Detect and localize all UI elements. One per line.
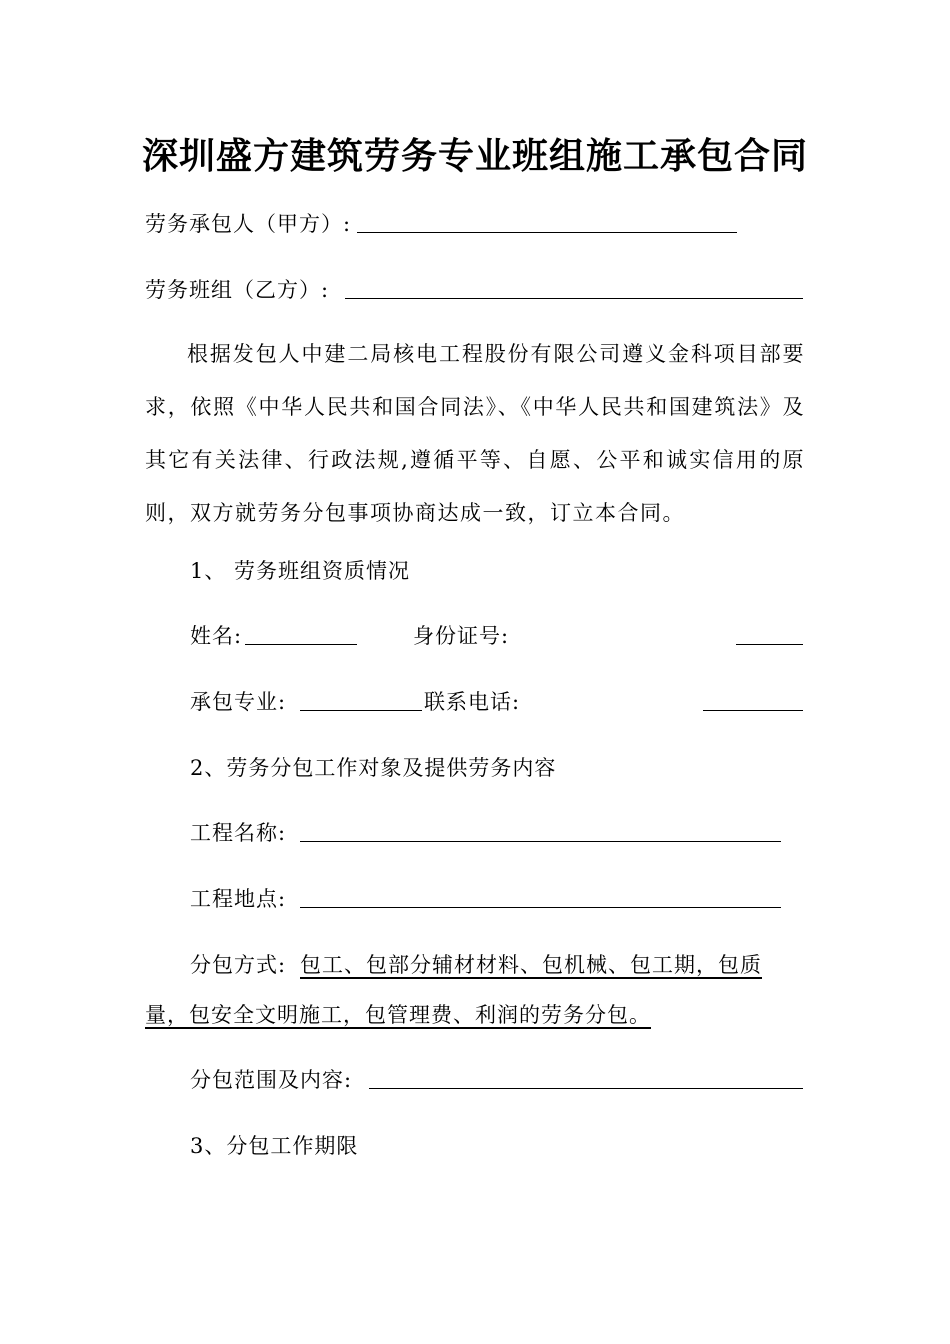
party-b-label: 劳务班组（乙方）: (145, 278, 330, 302)
method-value-line-1: 包工、包部分辅材材料、包机械、包工期，包质 (300, 953, 762, 977)
phone-blank[interactable] (703, 710, 803, 711)
party-a-label: 劳务承包人（甲方）: (145, 212, 352, 236)
project-name-blank[interactable] (300, 841, 781, 842)
section-2-heading: 2、劳务分包工作对象及提供劳务内容 (190, 756, 557, 780)
id-number-blank[interactable] (736, 644, 803, 645)
party-b-blank[interactable] (345, 298, 803, 299)
section-3-heading: 3、分包工作期限 (190, 1134, 359, 1158)
party-a-blank[interactable] (357, 232, 737, 233)
phone-label: 联系电话: (424, 690, 521, 714)
project-location-label: 工程地点: (190, 887, 287, 911)
specialty-blank[interactable] (300, 710, 422, 711)
project-location-blank[interactable] (300, 907, 781, 908)
name-label: 姓名: (190, 624, 243, 648)
section-1-heading: 1、 劳务班组资质情况 (190, 559, 411, 583)
name-blank[interactable] (245, 644, 357, 645)
intro-text: 根据发包人中建二局核电工程股份有限公司遵义金科项目部要求，依照《中华人民共和国合同法》、《中华人民共和国建筑法》及其它有关法律、行政法规,遵循平等、自愿、公平和诚实信用的原则，双方就劳务分包事项协商达成一致，订立本合同。 (145, 342, 805, 525)
specialty-label: 承包专业: (190, 690, 287, 714)
method-value-line-2: 量，包安全文明施工，包管理费、利润的劳务分包。 (145, 1003, 651, 1027)
document-title: 深圳盛方建筑劳务专业班组施工承包合同 (141, 136, 808, 177)
scope-label: 分包范围及内容: (190, 1068, 353, 1092)
scope-blank[interactable] (369, 1088, 803, 1089)
method-label: 分包方式: (190, 953, 287, 977)
intro-paragraph (145, 328, 805, 540)
project-name-label: 工程名称: (190, 821, 287, 845)
id-number-label: 身份证号: (413, 624, 510, 648)
